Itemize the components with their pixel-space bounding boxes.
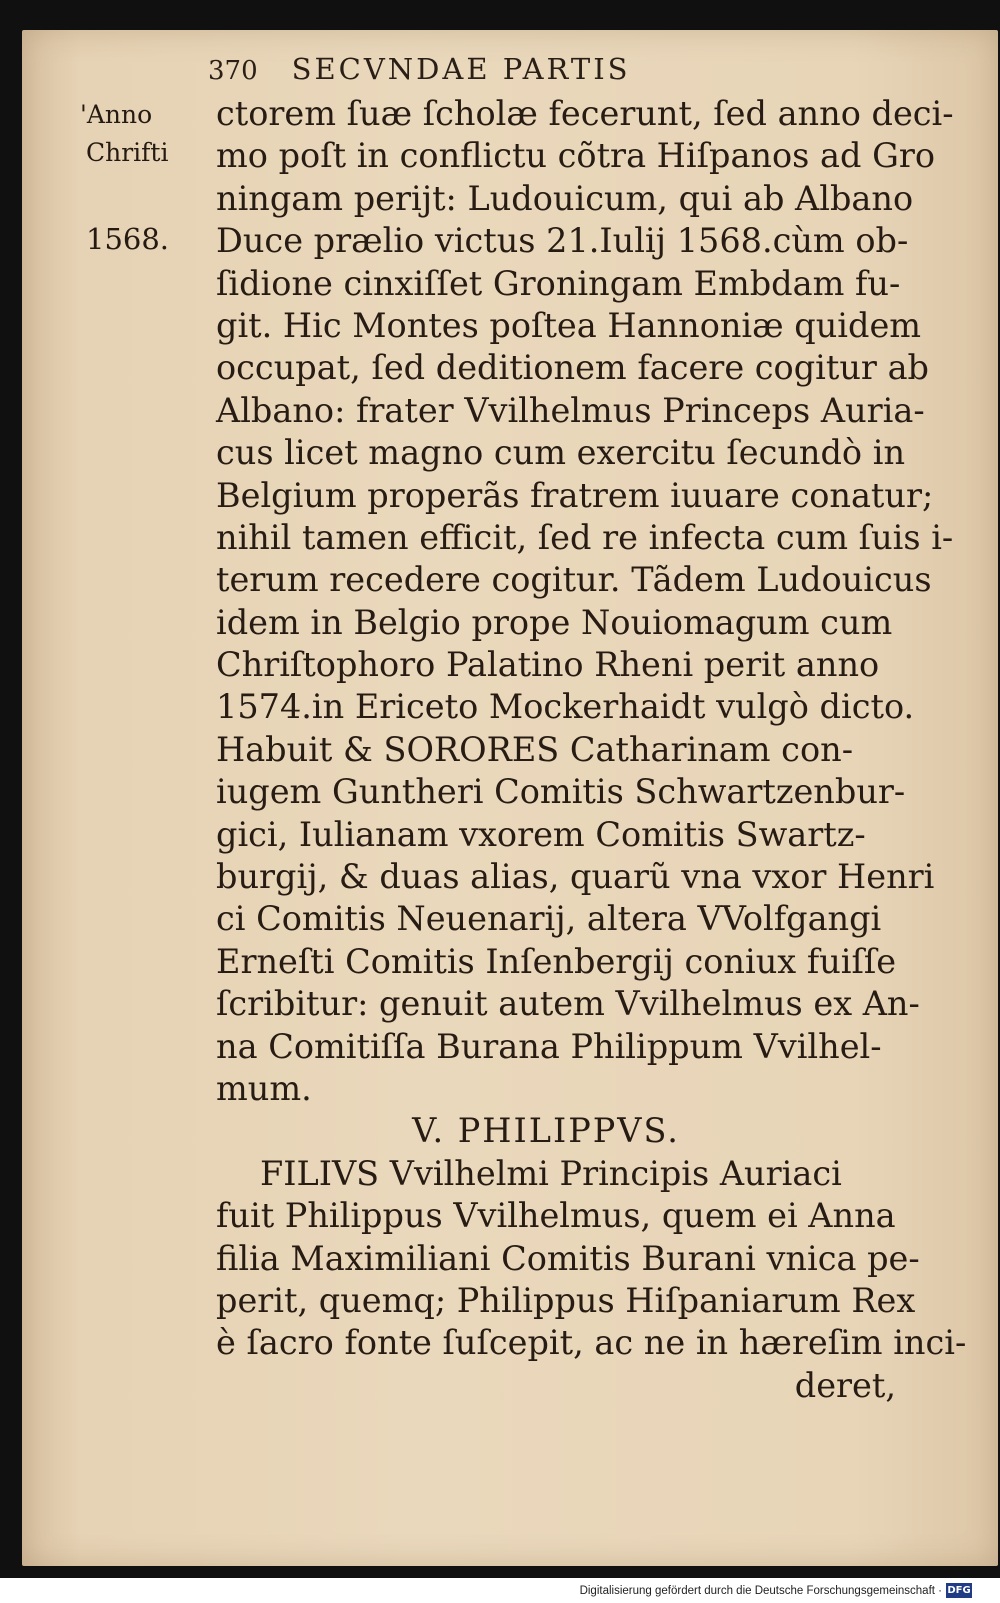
text-line: iugem Guntheri Comitis Schwartzenbur- [216, 772, 906, 812]
text-line: ſcribitur: genuit autem Vvilhelmus ex An- [216, 984, 920, 1024]
text-line: Habuit & SORORES Catharinam con- [216, 729, 854, 769]
text-line: 1574.in Ericeto Mockerhaidt vulgò dicto. [216, 687, 915, 727]
footer-bar [0, 1578, 1000, 1603]
text-line: fuit Philippus Vvilhelmus, quem ei Anna [216, 1196, 896, 1236]
text-line: Chriſtophoro Palatino Rheni perit anno [216, 645, 880, 685]
text-line: Duce prælio victus 21.Iulij 1568.cùm ob- [216, 221, 909, 261]
text-line: idem in Belgio prope Nouiomagum cum [216, 602, 893, 642]
text-line: Erneſti Comitis Inſenbergij coniux fuiſſe [216, 941, 897, 981]
text-line: terum recedere cogitur. Tãdem Ludouicus [216, 560, 932, 600]
text-line: ſidione cinxiſſet Groningam Embdam fu- [216, 263, 901, 303]
text-line: na Comitiſſa Burana Philippum Vvilhel- [216, 1026, 882, 1066]
text-line: Belgium properãs fratrem iuuare conatur; [216, 475, 934, 515]
catchword: deret, [794, 1365, 896, 1405]
margin-note-christi: Chrifti [86, 138, 169, 167]
text-line: ci Comitis Neuenarij, altera VVolfgangi [216, 899, 882, 939]
footer-credit: Digitalisierung gefördert durch die Deutsche Forschungsgemeinschaft · [579, 1585, 942, 1597]
text-line: mo poſt in conflictu cõtra Hiſpanos ad Gro [216, 136, 936, 176]
text-line: cus licet magno cum exercitu ſecundò in [216, 433, 906, 473]
text-line: gici, Iulianam vxorem Comitis Swartz- [216, 814, 866, 854]
text-line: git. Hic Montes poſtea Hannoniæ quidem [216, 305, 922, 345]
text-line: ctorem ſuæ ſcholæ fecerunt, ſed anno deci- [216, 94, 954, 133]
text-line: burgij, & duas alias, quarũ vna vxor Henri [216, 857, 935, 897]
running-head [208, 52, 908, 92]
margin-note-year: 1568. [86, 222, 170, 256]
text-line: è ſacro fonte ſuſcepit, ac ne in hæreſim inci- [216, 1323, 967, 1363]
text-line: nihil tamen efficit, ſed re infecta cum ſuis i- [216, 517, 954, 557]
section-heading: V. PHILIPPVS. [412, 1111, 680, 1151]
text-line: perit, quemq; Philippus Hiſpaniarum Rex [216, 1280, 916, 1320]
text-line: Albano: frater Vvilhelmus Princeps Auria- [216, 390, 925, 430]
main-text [216, 93, 967, 1407]
dfg-logo: DFG [947, 1585, 971, 1596]
text-line: filia Maximiliani Comitis Burani vnica pe- [216, 1238, 920, 1278]
margin-note-anno: 'Anno [80, 100, 153, 129]
running-head-title: SECVNDAE PARTIS [291, 52, 631, 86]
page-number: 370 [208, 56, 258, 86]
text-line: FILIVS Vvilhelmi Principis Auriaci [260, 1153, 842, 1193]
text-line: occupat, ſed deditionem facere cogitur ab [216, 348, 930, 388]
text-line: mum. [216, 1068, 312, 1108]
text-line: ningam perijt: Ludouicum, qui ab Albano [216, 178, 914, 218]
